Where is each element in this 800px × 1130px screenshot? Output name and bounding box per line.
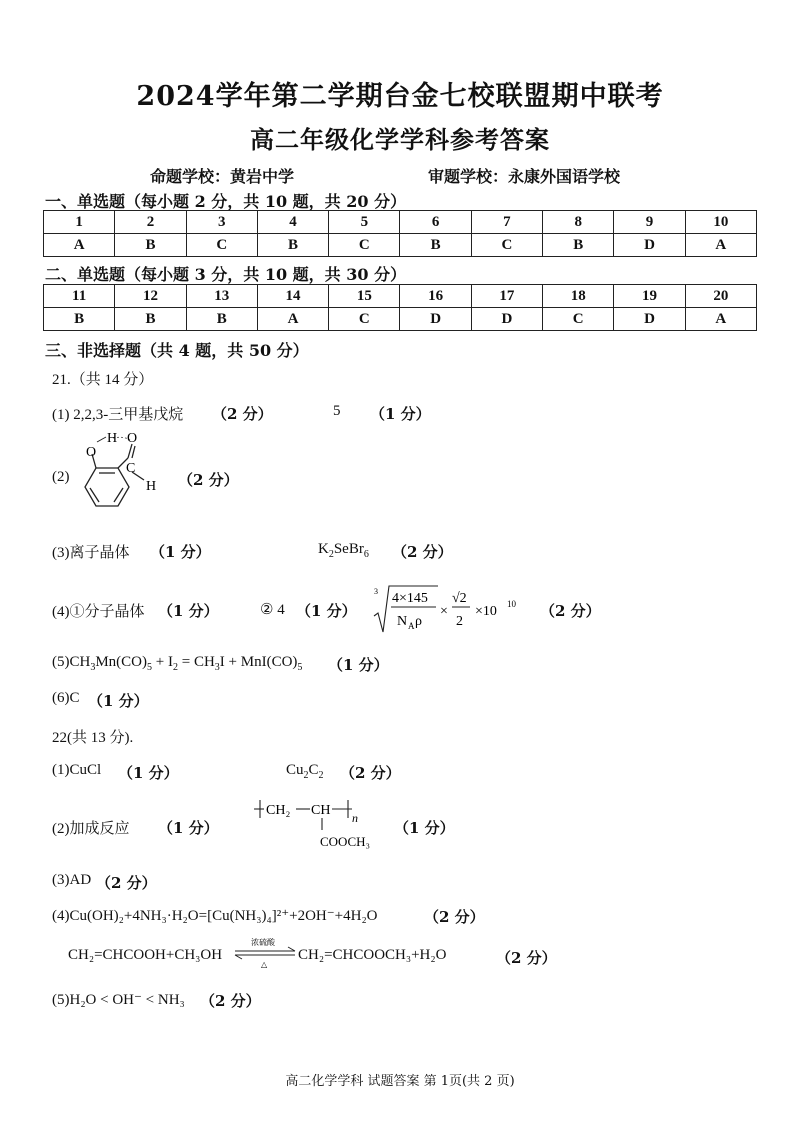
- question-number: 2: [115, 211, 186, 234]
- section3-heading: 三、非选择题（共 4 题，共 50 分）: [45, 341, 309, 360]
- answer-cell: C: [186, 234, 257, 257]
- question-number: 12: [115, 285, 186, 308]
- page-footer: 高二化学学科 试题答案 第 1页(共 2 页): [285, 1074, 515, 1089]
- author-school: 命题学校：黄岩中学: [150, 167, 295, 186]
- question-number: 11: [44, 285, 115, 308]
- answer-cell: C: [329, 234, 400, 257]
- formula-denominator-n: N: [397, 614, 408, 629]
- question-number: 3: [186, 211, 257, 234]
- q22-p1b-formula: $Cu_2C_2$: [286, 762, 324, 781]
- question-number: 19: [614, 285, 685, 308]
- question-number: 4: [257, 211, 328, 234]
- question-number: 5: [329, 211, 400, 234]
- aldehyde-hydrogen-label: H: [146, 479, 157, 494]
- density-formula: [368, 582, 528, 638]
- q21-p4-answer: (4)①分子晶体: [52, 604, 145, 620]
- ch-group: CH: [311, 803, 331, 818]
- answer-cell: B: [44, 308, 115, 331]
- ester-group: COOCH₃: [320, 834, 371, 849]
- oxygen-label: O: [86, 445, 97, 460]
- reversible-arrow: [233, 934, 297, 970]
- question-number: 13: [186, 285, 257, 308]
- q22-p3-points: （2 分）: [96, 874, 157, 892]
- q21-header: 21.（共 14 分）: [52, 372, 154, 388]
- salicylaldehyde-structure: [66, 428, 176, 528]
- q22-p2-points: （1 分）: [158, 819, 219, 837]
- q21-p5-equation: $(5)CH_3Mn(CO)_5 + I_2 = CH_3I + MnI(CO)_5$: [52, 654, 303, 673]
- carbon-label: C: [126, 461, 136, 476]
- formula-denominator-rho: ρ: [415, 614, 422, 629]
- root-index: 3: [374, 587, 378, 596]
- answer-cell: B: [186, 308, 257, 331]
- q21-p3-answer: (3)离子晶体: [52, 545, 130, 561]
- question-number: 6: [400, 211, 471, 234]
- q21-p6-points: （1 分）: [88, 692, 149, 710]
- question-number: 10: [685, 211, 756, 234]
- q22-p2b-points: （1 分）: [394, 819, 455, 837]
- question-number: 8: [543, 211, 614, 234]
- q21-p3b-formula: $K_2SeBr_6$: [318, 541, 369, 560]
- carbonyl-oxygen-label: O: [127, 431, 138, 446]
- polymer-structure: [254, 796, 394, 852]
- answer-cell: B: [115, 308, 186, 331]
- q22-p3-answer: (3)AD: [52, 872, 92, 888]
- question-number: 1: [44, 211, 115, 234]
- formula-numerator: 4×145: [392, 591, 428, 606]
- section2-heading: 二、单选题（每小题 3 分，共 10 题，共 30 分）: [45, 265, 407, 284]
- table-row-numbers: [44, 211, 757, 234]
- q21-p3b-points: （2 分）: [392, 543, 453, 561]
- repeat-n: n: [352, 811, 358, 825]
- section1-heading: 一、单选题（每小题 2 分，共 10 题，共 20 分）: [45, 192, 407, 211]
- q21-p4b-answer: ② 4: [260, 602, 285, 618]
- answer-cell: A: [44, 234, 115, 257]
- q22-p4-equation1: (4)Cu(OH)₂+4NH₃·H₂O=[Cu(NH₃)₄]²⁺+2OH⁻+4H₂O: [52, 908, 378, 924]
- catalyst-label: 浓硫酸: [251, 938, 275, 947]
- question-number: 20: [685, 285, 756, 308]
- q22-p5-answer: (5)H₂O < OH⁻ < NH₃: [52, 992, 185, 1008]
- review-school: 审题学校：永康外国语学校: [428, 167, 621, 186]
- q21-p1b-points: （1 分）: [370, 405, 431, 423]
- q21-p4b-points: （1 分）: [296, 602, 357, 620]
- answer-cell: B: [257, 234, 328, 257]
- question-number: 15: [329, 285, 400, 308]
- exam-title: 2024学年第二学期台金七校联盟期中联考: [136, 81, 664, 112]
- question-number: 16: [400, 285, 471, 308]
- ch2-group: CH₂: [266, 803, 291, 818]
- q21-p4-points: （1 分）: [158, 602, 219, 620]
- question-number: 14: [257, 285, 328, 308]
- answer-cell: D: [471, 308, 542, 331]
- q22-p1-answer: (1)CuCl: [52, 762, 102, 778]
- formula-denominator-sub: A: [408, 621, 415, 631]
- answer-cell: A: [685, 234, 756, 257]
- section1-answer-table: [43, 210, 757, 257]
- answer-cell: A: [257, 308, 328, 331]
- table-row-answers: [44, 308, 757, 331]
- answer-cell: C: [329, 308, 400, 331]
- q22-header: 22(共 13 分).: [52, 730, 134, 746]
- answer-cell: D: [400, 308, 471, 331]
- section2-answer-table: [43, 284, 757, 331]
- q22-p1-points: （1 分）: [118, 764, 179, 782]
- table-row-numbers: [44, 285, 757, 308]
- hydrogen-label: H: [107, 431, 118, 446]
- q22-p4-points: （2 分）: [424, 908, 485, 926]
- o-h-bond: [97, 437, 106, 442]
- question-number: 18: [543, 285, 614, 308]
- answer-cell: B: [115, 234, 186, 257]
- q22-p4b-points: （2 分）: [496, 949, 557, 967]
- heat-condition: △: [261, 960, 268, 969]
- q22-p1b-points: （2 分）: [340, 764, 401, 782]
- q21-p4c-points: （2 分）: [540, 602, 601, 620]
- q22-p5-points: （2 分）: [200, 992, 261, 1010]
- power-label: ×10: [475, 604, 497, 619]
- exponent-label: 10: [507, 599, 516, 609]
- q21-p2-label: (2): [52, 469, 70, 485]
- two-label: 2: [456, 614, 463, 629]
- q21-p1-answer: (1) 2,2,3-三甲基戊烷: [52, 407, 184, 423]
- answer-cell: B: [543, 234, 614, 257]
- equilibrium-arrows: [235, 947, 295, 959]
- q21-p1-points: （2 分）: [212, 405, 273, 423]
- answer-cell: D: [614, 308, 685, 331]
- answer-cell: C: [471, 234, 542, 257]
- q21-p5-points: （1 分）: [328, 656, 389, 674]
- q22-p4-equation2-left: CH₂=CHCOOH+CH₃OH: [68, 947, 223, 963]
- answer-key-subtitle: 高二年级化学学科参考答案: [250, 125, 550, 154]
- table-row-answers: [44, 234, 757, 257]
- times-sign: ×: [440, 604, 448, 619]
- question-number: 9: [614, 211, 685, 234]
- answer-cell: B: [400, 234, 471, 257]
- q21-p3-points: （1 分）: [150, 543, 211, 561]
- q21-p1b-answer: 5: [333, 403, 341, 419]
- question-number: 7: [471, 211, 542, 234]
- answer-cell: C: [543, 308, 614, 331]
- q22-p4-equation2-right: CH₂=CHCOOCH₃+H₂O: [298, 947, 447, 963]
- sqrt2-label: √2: [452, 591, 467, 606]
- q22-p2-answer: (2)加成反应: [52, 821, 130, 837]
- question-number: 17: [471, 285, 542, 308]
- q21-p2-points: （2 分）: [178, 471, 239, 489]
- answer-cell: A: [685, 308, 756, 331]
- q21-p6-answer: (6)C: [52, 690, 80, 706]
- answer-cell: D: [614, 234, 685, 257]
